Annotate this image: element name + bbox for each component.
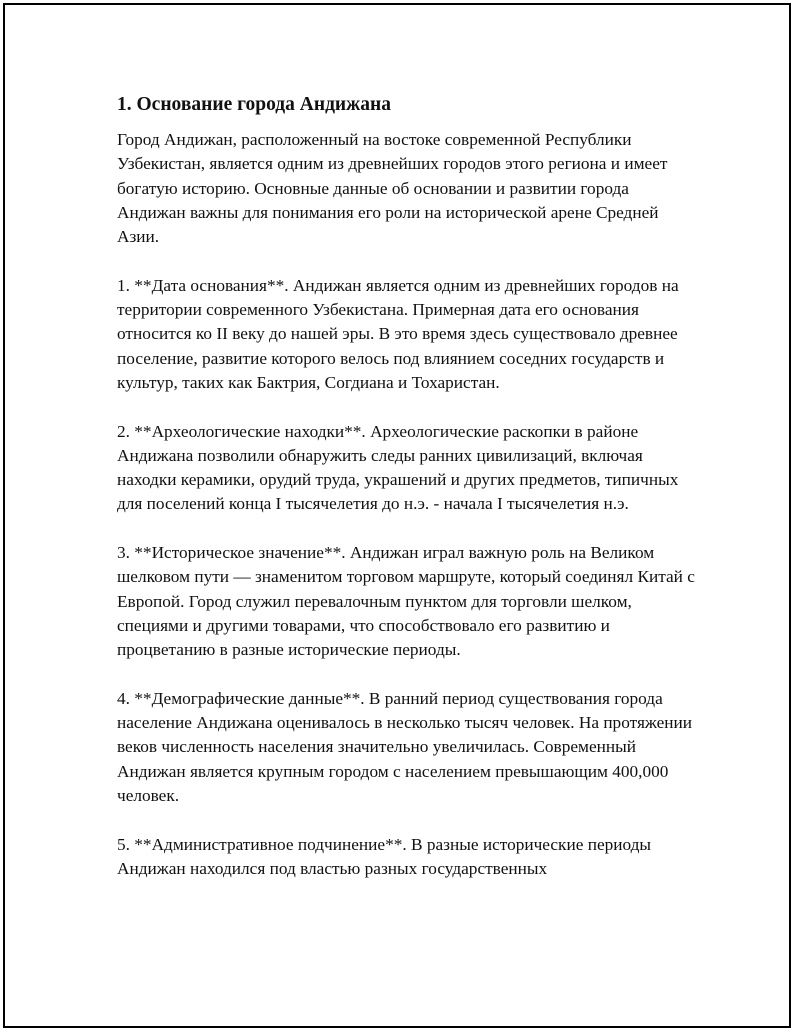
paragraph-administration: 5. **Административное подчинение**. В разные исторические периоды Андижан находился под властью разных государственных — [117, 834, 652, 878]
section-heading: 1. Основание города Андижана — [117, 94, 392, 115]
paragraph-archaeology: 2. **Археологические находки**. Археологические раскопки в районе Андижана позволили обнаружить следы ранних цивилизаций, включая находки керамики, орудий труда, украшений и других предметов, типичных для поселений конца I тысячелетия до н.э. - начала I тысячелетия н.э. — [117, 421, 679, 514]
paragraph-founding-date: 1. **Дата основания**. Андижан является одним из древнейших городов на территории современного Узбекистана. Примерная дата его основания относится ко II веку до нашей эры. В это время здесь существовало древнее поселение, развитие которого велось под влиянием соседних государств и культур, таких как Бактрия, Согдиана и Тохаристан. — [117, 275, 679, 392]
document-body — [117, 92, 697, 906]
paragraph-demographics: 4. **Демографические данные**. В ранний период существования города население Андижана оценивалось в несколько тысяч человек. На протяжении веков численность населения значительно увеличилась. Современный Андижан является крупным городом с населением превышающим 400,000 человек. — [117, 688, 693, 806]
paragraph-historical-significance: 3. **Историческое значение**. Андижан играл важную роль на Великом шелковом пути — знаменитом торговом маршруте, который соединял Китай с Европой. Город служил перевалочным пунктом для торговли шелком, специями и другими товарами, что способствовало его развитию и процветанию в разные исторические периоды. — [117, 543, 695, 660]
intro-paragraph: Город Андижан, расположенный на востоке современной Республики Узбекистан, является одним из древнейших городов этого региона и имеет богатую историю. Основные данные об основании и развитии города Андижан важны для понимания его роли на исторической арене Средней Азии. — [117, 130, 668, 247]
